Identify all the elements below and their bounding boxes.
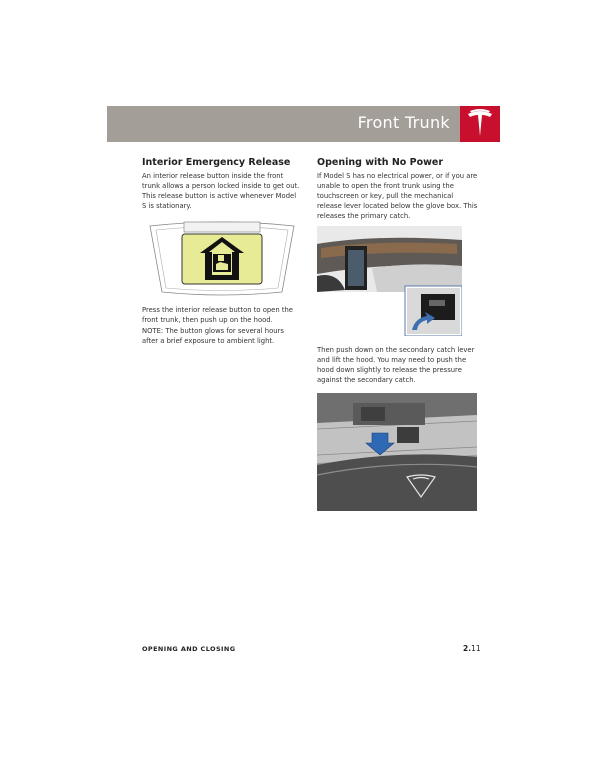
section-heading-interior-release: Interior Emergency Release xyxy=(142,157,291,168)
interior-release-intro: An interior release button inside the front trunk allows a person locked inside to get out. This release button is active whenever Model S is stationary. xyxy=(142,172,300,210)
page-index: 11 xyxy=(471,644,481,653)
interior-release-note: NOTE: The button glows for several hours after a brief exposure to ambient light. xyxy=(142,327,284,345)
page-chapter: 2. xyxy=(463,644,472,653)
section-header-bar xyxy=(107,106,460,142)
page-number xyxy=(463,644,481,653)
interior-release-button-illustration xyxy=(142,218,302,298)
secondary-catch-illustration xyxy=(317,393,477,511)
no-power-intro: If Model S has no electrical power, or if you are unable to open the front trunk using the touchscreen or key, pull the mechanical release lever located below the glove box. This releases the primary catch. xyxy=(317,172,478,220)
interior-release-caption: Press the interior release button to open the front trunk, then push up on the hood. xyxy=(142,306,293,324)
tesla-logo-icon xyxy=(466,109,494,139)
page-title: Front Trunk xyxy=(357,113,450,132)
no-power-step2: Then push down on the secondary catch lever and lift the hood. You may need to push the hood down slightly to release the pressure against the secondary catch. xyxy=(317,346,475,384)
footer-section-label: OPENING AND CLOSING xyxy=(142,645,236,653)
brand-logo xyxy=(460,106,500,142)
section-heading-no-power: Opening with No Power xyxy=(317,157,444,168)
dashboard-release-lever-illustration xyxy=(317,226,462,336)
